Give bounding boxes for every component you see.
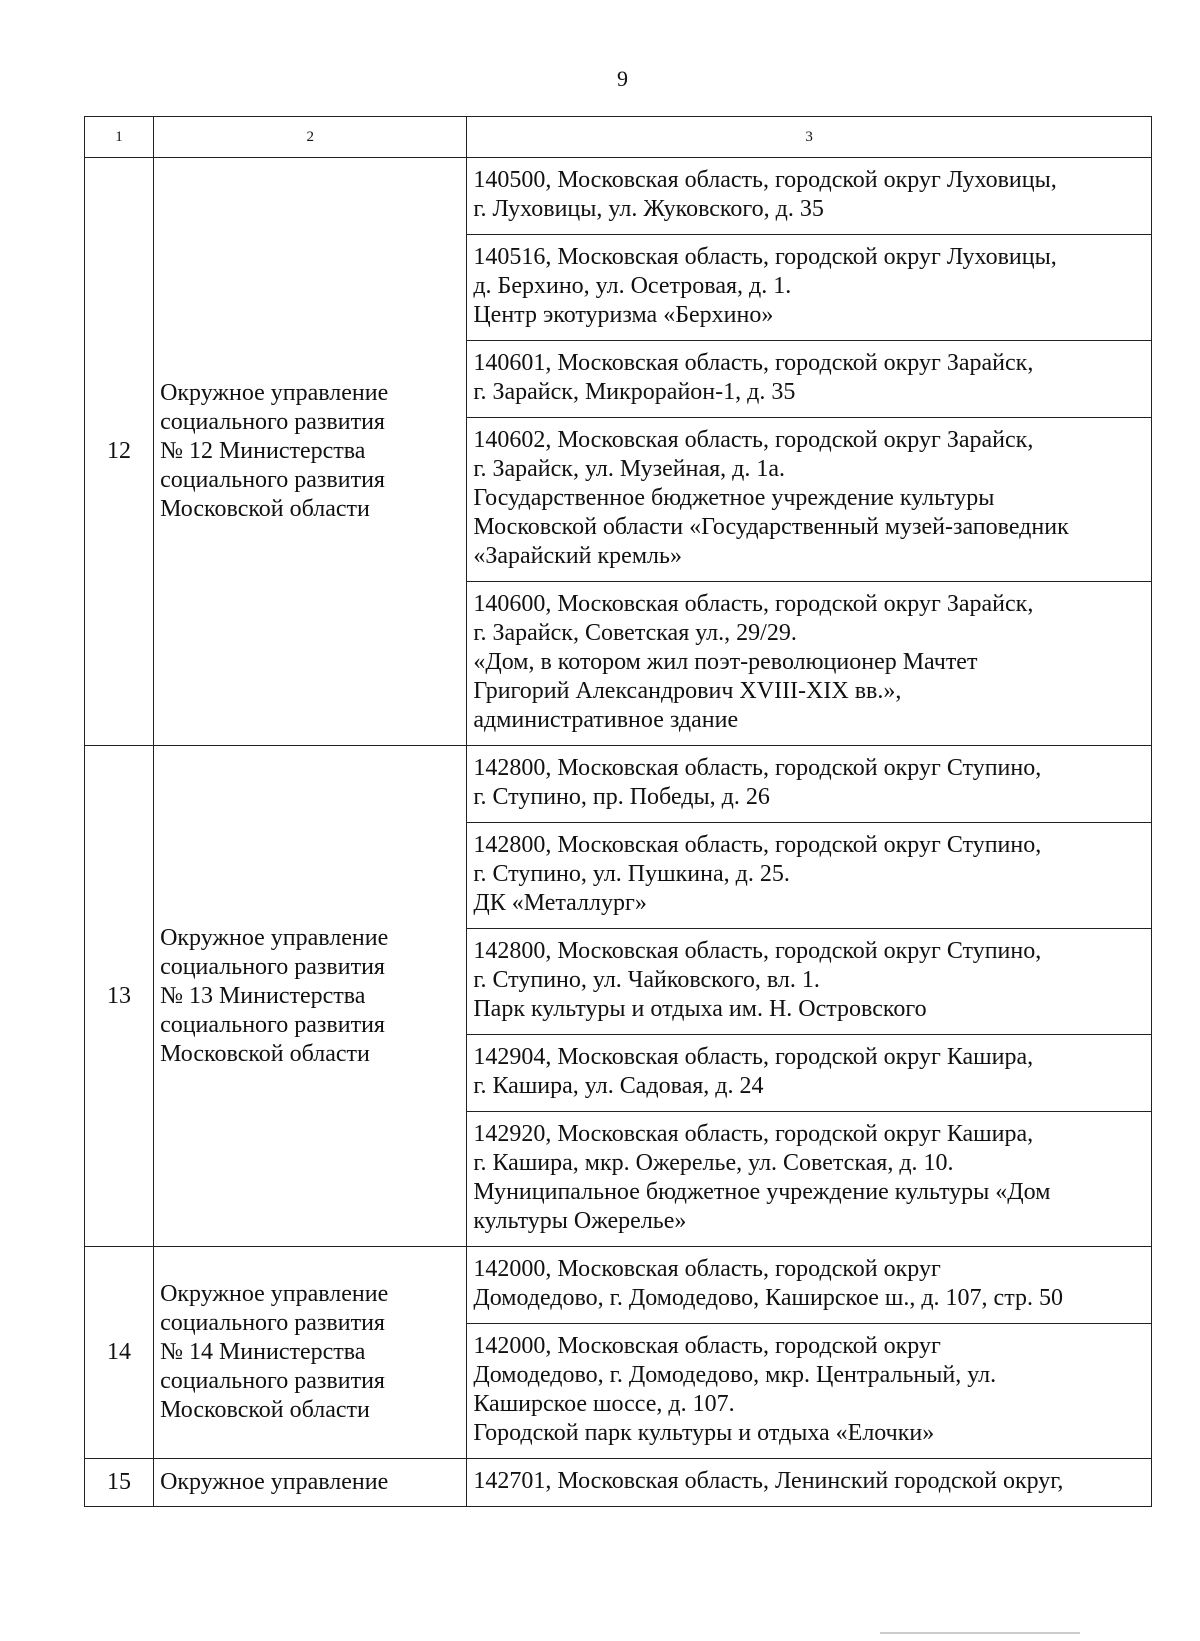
organization-line: Окружное управление (160, 1281, 389, 1307)
address-cell (467, 418, 1152, 582)
organization-cell (154, 1459, 467, 1507)
address-line: Парк культуры и отдыха им. Н. Островского (473, 996, 927, 1022)
address-cell (467, 823, 1152, 929)
address-cell (467, 1324, 1152, 1459)
row-number: 14 (85, 1247, 154, 1459)
row-number: 13 (85, 746, 154, 1247)
address-line: 142920, Московская область, городской округ Кашира, (473, 1121, 1034, 1147)
address-line: Домодедово, г. Домодедово, мкр. Центральный, ул. (473, 1362, 997, 1388)
address-line: 142800, Московская область, городской округ Ступино, (473, 938, 1042, 964)
page-number: 9 (617, 66, 628, 91)
table-row (85, 1247, 1152, 1324)
header-col-3: 3 (467, 117, 1152, 158)
header-col-1: 1 (85, 117, 154, 158)
address-line: 140500, Московская область, городской округ Луховицы, (473, 167, 1057, 193)
table-row (85, 746, 1152, 823)
row-number: 15 (85, 1459, 154, 1507)
address-line: 142800, Московская область, городской округ Ступино, (473, 832, 1042, 858)
address-cell (467, 929, 1152, 1035)
address-line: 142000, Московская область, городской округ (473, 1333, 941, 1359)
address-line: 140602, Московская область, городской округ Зарайск, (473, 427, 1034, 453)
table-body (85, 158, 1152, 1507)
address-line: 142701, Московская область, Ленинский городской округ, (473, 1468, 1064, 1494)
address-line: 142800, Московская область, городской округ Ступино, (473, 755, 1042, 781)
organization-cell (154, 746, 467, 1247)
header-col-2: 2 (154, 117, 467, 158)
address-line: Московской области «Государственный музей-заповедник (473, 514, 1069, 540)
address-line: г. Кашира, мкр. Ожерелье, ул. Советская, д. 10. (473, 1150, 954, 1176)
organization-line: социального развития (160, 1011, 385, 1038)
address-line: «Зарайский кремль» (473, 543, 682, 569)
address-line: д. Берхино, ул. Осетровая, д. 1. (473, 273, 792, 299)
address-line: г. Кашира, ул. Садовая, д. 24 (473, 1073, 764, 1099)
address-cell (467, 582, 1152, 746)
organization-line: Окружное управление (160, 380, 389, 406)
address-line: г. Луховицы, ул. Жуковского, д. 35 (473, 196, 824, 222)
organization-line: № 14 Министерства (160, 1339, 366, 1365)
address-cell (467, 158, 1152, 235)
address-table (84, 116, 1152, 1507)
address-line: г. Зарайск, Советская ул., 29/29. (473, 620, 797, 646)
address-line: культуры Ожерелье» (473, 1208, 687, 1234)
organization-cell (154, 158, 467, 746)
address-cell (467, 1112, 1152, 1247)
address-line: 142000, Московская область, городской округ (473, 1256, 941, 1282)
address-line: ДК «Металлург» (473, 890, 647, 916)
address-line: 140601, Московская область, городской округ Зарайск, (473, 350, 1034, 376)
address-line: г. Ступино, пр. Победы, д. 26 (473, 784, 770, 810)
address-line: Центр экотуризма «Берхино» (473, 302, 774, 328)
address-line: Государственное бюджетное учреждение культуры (473, 485, 995, 511)
address-line: г. Зарайск, ул. Музейная, д. 1а. (473, 456, 786, 482)
table-row (85, 1459, 1152, 1507)
organization-line: социального развития (160, 1368, 385, 1394)
organization-line: Московской области (160, 496, 370, 522)
organization-line: № 13 Министерства (160, 982, 366, 1009)
address-line: Городской парк культуры и отдыха «Елочки» (473, 1420, 935, 1446)
address-cell (467, 1247, 1152, 1324)
address-line: 140516, Московская область, городской округ Луховицы, (473, 244, 1057, 270)
organization-line: социального развития (160, 1310, 385, 1336)
table-row (85, 158, 1152, 235)
address-cell (467, 235, 1152, 341)
organization-line: социального развития (160, 409, 385, 435)
address-line: административное здание (473, 707, 739, 733)
address-line: Муниципальное бюджетное учреждение культуры «Дом (473, 1179, 1051, 1205)
address-line: «Дом, в котором жил поэт-революционер Мачтет (473, 649, 978, 675)
address-cell (467, 1459, 1152, 1507)
organization-line: Окружное управление (160, 924, 389, 951)
address-cell (467, 1035, 1152, 1112)
scan-edge-mark (880, 1632, 1080, 1634)
organization-line: социального развития (160, 467, 385, 493)
table-header-row (85, 117, 1152, 158)
organization-line: Окружное управление (160, 1469, 389, 1495)
address-cell (467, 341, 1152, 418)
row-number: 12 (85, 158, 154, 746)
address-line: Домодедово, г. Домодедово, Каширское ш., д. 107, стр. 50 (473, 1285, 1063, 1311)
address-line: Григорий Александрович XVIII-XIX вв.», (473, 678, 902, 704)
address-line: 140600, Московская область, городской округ Зарайск, (473, 591, 1034, 617)
organization-line: Московской области (160, 1397, 370, 1423)
address-line: 142904, Московская область, городской округ Кашира, (473, 1044, 1034, 1070)
address-line: г. Ступино, ул. Чайковского, вл. 1. (473, 967, 820, 993)
organization-cell (154, 1247, 467, 1459)
address-line: Каширское шоссе, д. 107. (473, 1391, 735, 1417)
organization-line: № 12 Министерства (160, 438, 366, 464)
organization-line: социального развития (160, 953, 385, 980)
address-cell (467, 746, 1152, 823)
address-line: г. Ступино, ул. Пушкина, д. 25. (473, 861, 790, 887)
address-line: г. Зарайск, Микрорайон-1, д. 35 (473, 379, 796, 405)
organization-line: Московской области (160, 1040, 370, 1067)
